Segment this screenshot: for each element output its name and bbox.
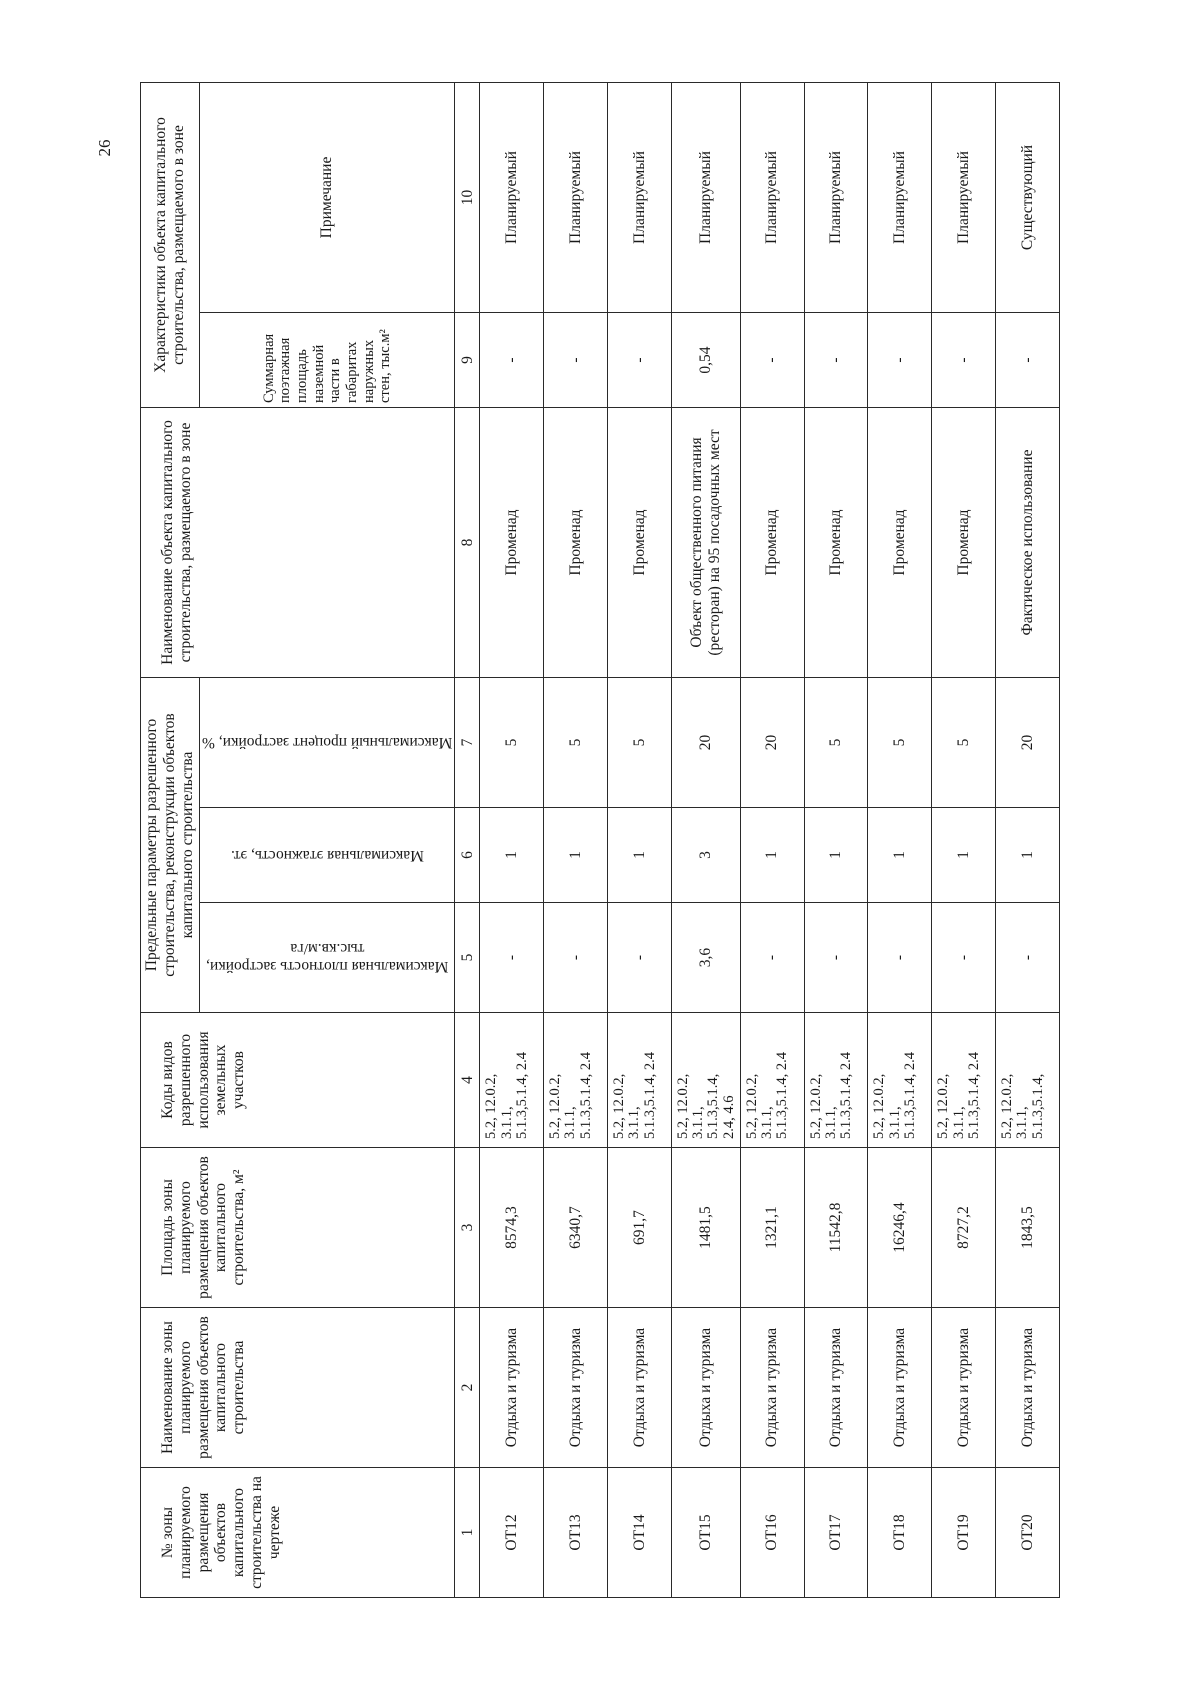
cell-area: 6340,7 [544,1148,608,1308]
cell-codes [608,1013,672,1148]
header-density [200,903,455,1013]
cell-coverage: 5 [868,678,932,808]
code-line: 3.1.1, [886,1106,903,1139]
code-line: 5.1.3,5.1.4, 2.4 [774,1052,791,1139]
cell-note: Планируемый [480,82,544,312]
header-limits-group: Предельные параметры разрешенного строительства, реконструкции объектов капитального строительства [141,678,200,1013]
cell-coverage: 20 [996,678,1060,808]
cell-codes [671,1013,740,1148]
cell-zone-name: Отдыха и туризма [608,1308,672,1468]
cell-floors: 1 [932,808,996,903]
code-line: 5.1.3,5.1.4, [705,1073,722,1139]
cell-zone-name: Отдыха и туризма [480,1308,544,1468]
column-number: 7 [455,678,480,808]
cell-object: Променад [932,408,996,678]
code-line: 3.1.1, [1014,1106,1031,1139]
code-line: 5.2, 12.0.2, [611,1073,628,1139]
cell-density: - [868,903,932,1013]
cell-floors: 1 [996,808,1060,903]
column-number: 8 [455,408,480,678]
table-row [480,82,544,1597]
cell-codes [932,1013,996,1148]
cell-area: 8727,2 [932,1148,996,1308]
code-line: 5.2, 12.0.2, [935,1073,952,1139]
cell-codes [544,1013,608,1148]
column-numbers-row [455,82,480,1597]
code-line: 3.1.1, [498,1106,515,1139]
code-line: 5.1.3,5.1.4, 2.4 [838,1052,855,1139]
cell-codes [868,1013,932,1148]
column-number: 5 [455,903,480,1013]
column-number: 4 [455,1013,480,1148]
cell-codes [480,1013,544,1148]
cell-zone-no: ОТ16 [740,1468,804,1598]
cell-floors: 1 [804,808,868,903]
cell-object: Променад [480,408,544,678]
zones-table [140,82,1060,1598]
cell-floor-area: 0,54 [671,313,740,408]
cell-zone-no: ОТ19 [932,1468,996,1598]
code-line: 5.1.3,5.1.4, [1029,1073,1046,1139]
column-number: 6 [455,808,480,903]
table-row [608,82,672,1597]
table-row [868,82,932,1597]
code-line: 3.1.1, [950,1106,967,1139]
header-note: Примечание [200,82,455,312]
cell-zone-name: Отдыха и туризма [868,1308,932,1468]
cell-coverage: 5 [804,678,868,808]
cell-zone-no: ОТ14 [608,1468,672,1598]
cell-note: Планируемый [608,82,672,312]
cell-zone-no: ОТ12 [480,1468,544,1598]
cell-coverage: 5 [932,678,996,808]
cell-floor-area: - [544,313,608,408]
code-line: 5.2, 12.0.2, [871,1073,888,1139]
header-floors-text: Максимальная этажность, эт. [230,846,424,864]
cell-floor-area: - [480,313,544,408]
header-zone-no: № зоны планируемого размещения объектов капитального строительства на чертеже [141,1468,455,1598]
cell-zone-name: Отдыха и туризма [804,1308,868,1468]
table-row [671,82,740,1597]
column-number: 9 [455,313,480,408]
cell-zone-name: Отдыха и туризма [671,1308,740,1468]
cell-floor-area: - [740,313,804,408]
cell-floor-area: - [996,313,1060,408]
cell-floor-area: - [868,313,932,408]
table-body [480,82,1060,1597]
code-line: 3.1.1, [626,1106,643,1139]
cell-zone-no: ОТ13 [544,1468,608,1598]
header-coverage-text: Максимальный процент застройки, % [202,734,453,752]
cell-coverage: 5 [608,678,672,808]
cell-zone-name: Отдыха и туризма [996,1308,1060,1468]
cell-note: Планируемый [804,82,868,312]
cell-object: Объект общественного питания (ресторан) на 95 посадочных мест [671,408,740,678]
column-number: 2 [455,1308,480,1468]
code-line: 3.1.1, [690,1106,707,1139]
cell-density: - [932,903,996,1013]
code-line: 3.1.1, [562,1106,579,1139]
cell-area: 16246,4 [868,1148,932,1308]
code-line: 5.2, 12.0.2, [743,1073,760,1139]
cell-floor-area: - [932,313,996,408]
table-row [804,82,868,1597]
column-number: 3 [455,1148,480,1308]
cell-zone-no: ОТ15 [671,1468,740,1598]
cell-note: Планируемый [868,82,932,312]
cell-coverage: 5 [480,678,544,808]
header-zone-name: Наименование зоны планируемого размещения объектов капитального строительства [141,1308,455,1468]
code-line: 5.1.3,5.1.4, 2.4 [901,1052,918,1139]
cell-floors: 1 [608,808,672,903]
cell-object: Променад [740,408,804,678]
cell-zone-name: Отдыха и туризма [932,1308,996,1468]
code-line: 2.4, 4.6 [720,1095,737,1139]
cell-density: - [996,903,1060,1013]
code-line: 5.1.3,5.1.4, 2.4 [965,1052,982,1139]
cell-area: 1321,1 [740,1148,804,1308]
cell-object: Променад [868,408,932,678]
header-density-text: Максимальная плотность застройки, тыс.кв.м/га [206,940,449,976]
code-line: 5.1.3,5.1.4, 2.4 [513,1052,530,1139]
cell-floors: 1 [544,808,608,903]
table-row [996,82,1060,1597]
cell-density: - [480,903,544,1013]
table-frame [140,83,1060,1598]
code-line: 5.2, 12.0.2, [999,1073,1016,1139]
cell-zone-name: Отдыха и туризма [740,1308,804,1468]
table-row [544,82,608,1597]
cell-density: - [608,903,672,1013]
cell-note: Существующий [996,82,1060,312]
cell-object: Променад [804,408,868,678]
cell-coverage: 20 [671,678,740,808]
column-number: 1 [455,1468,480,1598]
cell-zone-name: Отдыха и туризма [544,1308,608,1468]
cell-density: - [544,903,608,1013]
cell-coverage: 5 [544,678,608,808]
cell-area: 8574,3 [480,1148,544,1308]
header-codes: Коды видов разрешенного использования земельных участков [141,1013,455,1148]
page-number: 26 [95,139,114,157]
cell-floors: 1 [480,808,544,903]
cell-area: 1843,5 [996,1148,1060,1308]
cell-note: Планируемый [740,82,804,312]
code-line: 5.1.3,5.1.4, 2.4 [577,1052,594,1139]
header-floors [200,808,455,903]
cell-area: 691,7 [608,1148,672,1308]
cell-area: 11542,8 [804,1148,868,1308]
header-floor-area: Суммарная поэтажная площадь наземной части в габаритах наружных стен, тыс.м² [200,313,455,408]
header-coverage [200,678,455,808]
cell-density: - [740,903,804,1013]
cell-codes [740,1013,804,1148]
cell-note: Планируемый [671,82,740,312]
cell-zone-no: ОТ17 [804,1468,868,1598]
code-line: 5.2, 12.0.2, [547,1073,564,1139]
cell-zone-no: ОТ18 [868,1468,932,1598]
cell-zone-no: ОТ20 [996,1468,1060,1598]
cell-coverage: 20 [740,678,804,808]
cell-codes [996,1013,1060,1148]
cell-floors: 3 [671,808,740,903]
code-line: 5.1.3,5.1.4, 2.4 [641,1052,658,1139]
table-row [932,82,996,1597]
cell-floors: 1 [740,808,804,903]
code-line: 3.1.1, [822,1106,839,1139]
code-line: 5.2, 12.0.2, [807,1073,824,1139]
column-number: 10 [455,82,480,312]
cell-object: Променад [608,408,672,678]
cell-note: Планируемый [544,82,608,312]
cell-floor-area: - [804,313,868,408]
code-line: 5.2, 12.0.2, [483,1073,500,1139]
cell-area: 1481,5 [671,1148,740,1308]
cell-object: Фактическое использование [996,408,1060,678]
cell-density: 3,6 [671,903,740,1013]
code-line: 5.2, 12.0.2, [674,1073,691,1139]
table-row [740,82,804,1597]
code-line: 3.1.1, [759,1106,776,1139]
cell-note: Планируемый [932,82,996,312]
cell-density: - [804,903,868,1013]
cell-floor-area: - [608,313,672,408]
cell-codes [804,1013,868,1148]
cell-floors: 1 [868,808,932,903]
cell-object: Променад [544,408,608,678]
header-object-name: Наименование объекта капитального строительства, размещаемого в зоне [141,408,455,678]
header-chars-group: Характеристики объекта капитального строительства, размещаемого в зоне [141,82,200,407]
header-zone-area: Площадь зоны планируемого размещения объектов капитального строительства, м² [141,1148,455,1308]
